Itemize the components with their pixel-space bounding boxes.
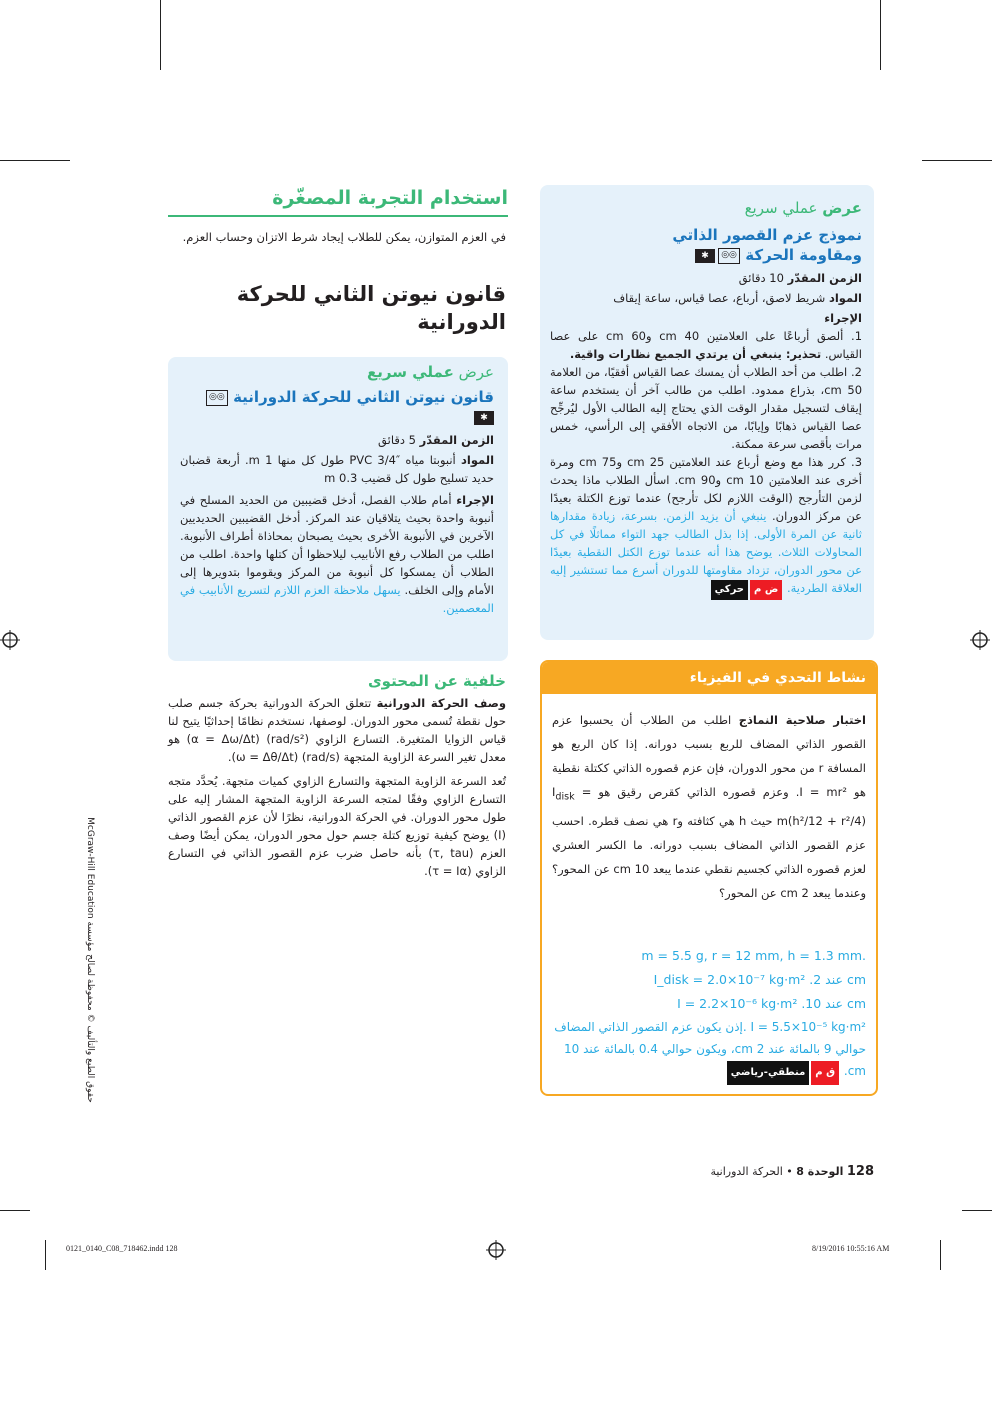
demo-time: الزمن المقدّر 5 دقائق [378, 433, 494, 447]
crop-mark [962, 1210, 992, 1211]
page-number: 128 [846, 1164, 874, 1179]
hazard-icon: ✱ [695, 249, 715, 263]
hazard-icon: ✱ [474, 411, 494, 425]
goggles-icon: ◎◎ [206, 390, 228, 406]
unit-title: الحركة الدورانية [710, 1165, 783, 1178]
goggles-icon: ◎◎ [718, 248, 740, 264]
demo-label: عرض عملي سريع [744, 199, 862, 217]
activity-panel [540, 660, 878, 1096]
demo-time: الزمن المقدّر 10 دقائق [738, 271, 862, 285]
right-demo-panel [540, 185, 874, 640]
activity-answers: m = 5.5 g, r = 12 mm, h = 1.3 mm. I_disk = 2.0×10⁻⁷ kg·m² .عند 2 cm I = 2.2×10⁻⁶ kg·m² .عند 10 cm I = 5.5×10⁻⁵ kg·m² .إذن يكون عزم القصور الذاتي المضاف حوالي 9 بالمائة عند 2 cm، ويكون حوالي 0.4 بالمائة عند 10 cm. ق ممنطقي-رياضي [552, 944, 866, 1085]
background-paragraph-1: وصف الحركة الدورانية تتعلق الحركة الدورانية بحركة جسم صلب حول نقطة تُسمى محور الدوران. لوصفها، نستخدم نظامًا إحداثيًا يتيح لنا قياس الزوايا المتغيرة. التسارع الزاوي (rad/s²) (α = Δω/Δt) هو معدل تغير السرعة الزاوية المتجهة (rad/s) (ω = Δθ/Δt). [168, 696, 507, 764]
section-divider [168, 215, 508, 217]
file-name: 0121_0140_C08_718462.indd 128 [66, 1244, 178, 1253]
left-demo-panel [168, 357, 508, 661]
background-title: خلفية عن المحتوى [367, 672, 506, 690]
left-section-header [168, 187, 508, 217]
background-section [168, 672, 506, 880]
registration-target-icon [0, 630, 20, 650]
demo-label: عرض عملي سريع [367, 363, 494, 381]
demo-procedure: الإجراء 1. ألصق أرباعًا على العلامتين 40 cm و60 cm على عصا القياس. تحذير: ينبغي أن يرتدي الجميع نظارات واقية. 2. اطلب من أحد الطلاب أن يمسك عصا القياس أفقيًا، من العلامة 50 cm، بذراع ممدود. اطلب من طالب آخر أن يستخدم ساعة إيقاف لتسجيل مقدار الوقت الذي يحتاج إليه الطالب الأول ليُرجِّح عصا القياس ذهابًا وإيابًا، من الاتجاه الأفقي إلى الرأسي، خمس مرات بأقصى سرعة ممكنة. 3. كرر هذا مع وضع أرباع عند العلامتين 25 cm و75 cm ومرة أخرى عند العلامتين 10 cm و90 cm. اسأل الطلاب ماذا يحدث لزمن التأرجح (الوقت اللازم لكل تأرجح) عندما توزع الكتلة بعيدًا عن مركز الدوران. ينبغي أن يزيد الزمن. بسرعة، زيادة مقدارها ثانية عن المرة الأولى. إذا بذل الطالب جهد التواء مماثلًا في كل المحاولات الثلاث. يوضح هذا أنه عندما توزع الكتل النقطية بعيدًا عن محور الدوران، تزداد مقاومتها للدوران أسرع مما تستشير إليه العلاقة الطردية. ض محركي [550, 309, 862, 600]
demo-procedure: الإجراء أمام طلاب الفصل، أدخل قضيبين من الحديد المسلح في أنبوبة واحدة بحيث يتلاقيان عند المركز. أدخل القضيبين الحديديين الآخرين في الأنبوبة الأخرى بحيث يصبحان بمحاذاة أطراف الأنبوبة. اطلب من الطلاب رفع الأنابيب ليلاحظوا أن كتلها واحدة. اطلب من الطلاب أن يمسكوا كل أنبوبة من المركز ويقوموا بتدويرها إلى الأمام وإلى الخلف. يسهل ملاحظة العزم اللازم لتسريع الأنابيب في المعصمين. [180, 493, 495, 615]
activity-body: اختبار صلاحية النماذج اطلب من الطلاب أن يحسبوا عزم القصور الذاتي المضاف للربع بسبب دورانه. إذا كان الربع هو المسافة r من محور الدوران، فإن عزم قصوره الذاتي ككتلة نقطية هو I = mr². وعزم قصوره الذاتي كقرص رقيق هو $I_{disk} = m(h^2/12 + r^2/4)$ حيث h هي كثافته وr هي نصف قطره. احسب عزم القصور الذاتي المضاف بسبب دورانه. ما الكسر العشري لعزم قصوره الذاتي كجسيم نقطي عندما يبعد 10 cm عن المحور؟ وعندما يبعد 2 cm عن المحور؟ [552, 713, 867, 901]
date-time: 8/19/2016 10:55:16 AM [812, 1244, 890, 1253]
section-title: استخدام التجربة المصغّرة [272, 187, 508, 209]
tag-badge: ق م [811, 1061, 839, 1085]
demo-title: نموذج عزم القصور الذاتي ومقاومة الحركة ◎◎✱ [672, 226, 862, 264]
crop-mark [0, 160, 70, 161]
demo-title: قانون نيوتن الثاني للحركة الدورانية ◎◎✱ [180, 387, 494, 427]
tag-badge: منطقي-رياضي [727, 1061, 810, 1085]
crop-mark [880, 0, 881, 70]
section-intro: في العزم المتوازن، يمكن للطلاب إيجاد شرط الاتزان وحساب العزم. [182, 230, 506, 244]
unit-label: الوحدة 8 [796, 1165, 844, 1178]
tag-badge: ض م [750, 580, 782, 600]
crop-mark [940, 1240, 941, 1270]
side-copyright: حقوق الطبع والتأليف © محفوظة لصالح مؤسسة McGraw-Hill Education [85, 817, 95, 1103]
crop-mark [45, 1240, 46, 1270]
crop-mark [0, 1210, 30, 1211]
tag-badge: حركي [711, 580, 748, 600]
registration-target-icon [486, 1240, 506, 1260]
demo-materials: المواد أنبوبتا مياه ‎PVC 3/4″‎ طول كل منها 1 m. أربعة قضبان حديد تسليح طول كل قضيب 0.3 m [180, 453, 495, 485]
crop-mark [922, 160, 992, 161]
registration-target-icon [970, 630, 990, 650]
page-heading: قانون نيوتن الثاني للحركة الدورانية [236, 282, 506, 334]
background-paragraph-2: تُعد السرعة الزاوية المتجهة والتسارع الزاوي كميات متجهة. يُحدَّد متجه التسارع الزاوي وفقًا لمتجه السرعة الزاوية المتجهة المشار إليه على طول محور الدوران. في الحركة الدورانية، نظرًا لأن عزم القصور الذاتي (I) يوضح كيفية توزيع كتلة جسم حول محور الدوران، يمكن أيضًا وصف العزم (τ, tau) بأنه حاصل ضرب عزم القصور الذاتي في التسارع الزاوي (τ = Iα). [168, 774, 506, 878]
demo-materials: المواد شريط لاصق، أرباع، عصا قياس، ساعة إيقاف [613, 291, 862, 305]
activity-header: نشاط التحدي في الفيزياء [542, 662, 876, 694]
page-footer: 128 الوحدة 8 • الحركة الدورانية [710, 1164, 874, 1179]
disk-formula: $I_{disk} = m(h^2/12 + r^2/4)$ [552, 785, 867, 829]
crop-mark [160, 0, 161, 70]
